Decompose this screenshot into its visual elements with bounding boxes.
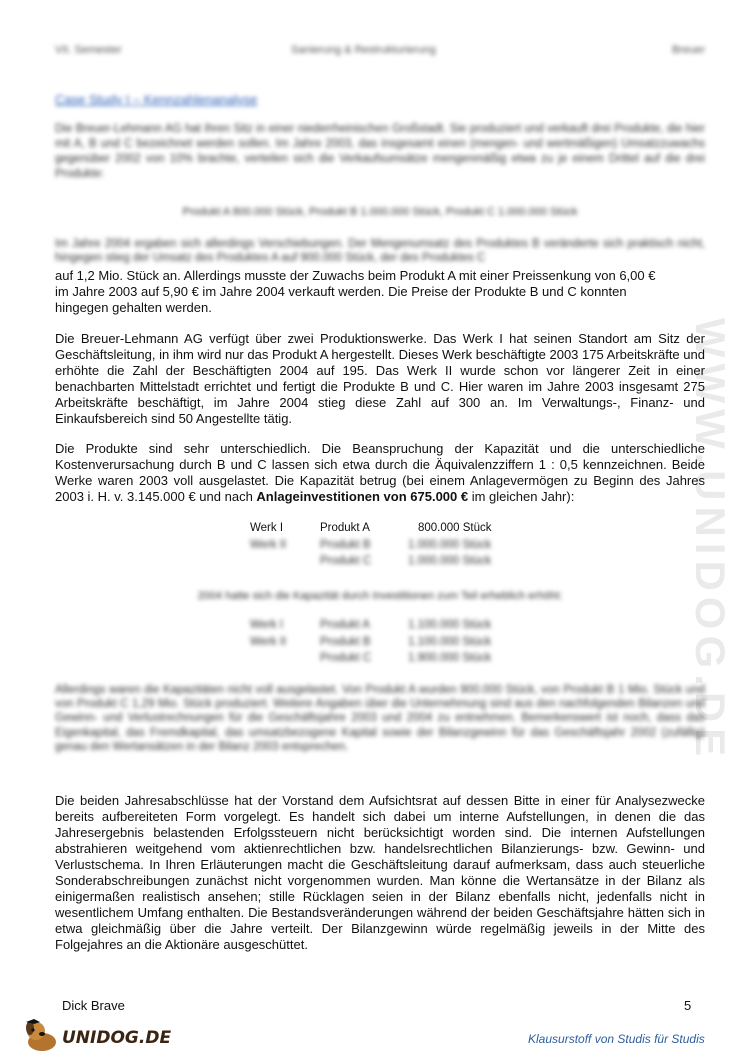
- p4-bold: Anlageinvestitionen von 675.000 €: [256, 489, 469, 504]
- page-header: [55, 44, 705, 60]
- header-semester: VII. Semester: [55, 44, 122, 56]
- header-author: Breuer: [671, 44, 705, 56]
- header-course: Sanierung & Restrukturierung: [291, 44, 436, 56]
- page-number: 5: [684, 998, 692, 1013]
- case-study-title[interactable]: Case Study I – Kennzahlenanalyse: [55, 92, 258, 107]
- p5-paragraph: Allerdings waren die Kapazitäten nicht voll ausgelastet. Von Produkt A wurden 900.000 Stück, von Produkt B 1 Mio. Stück und von Produkt C 1,29 Mio. Stück produziert. Weitere Angaben über die Unternehmung sind aus den nachfolgenden Bilanzen und Gewinn- und Verlustrechnungen für die Geschäftsjahre 2003 und 2004 zu entnehmen. Bemerkenswert ist noch, dass das Eigenkapital, das Fremdkapital, das umsatzbezogene Kapital sowie der Bilanzgewinn für das Geschäftsjahr 2002 (zufällig) genau den Wertansätzen in der Bilanz 2003 entsprechen.: [55, 684, 705, 753]
- p2-blurred: Im Jahre 2004 ergaben sich allerdings Verschiebungen. Der Mengenumsatz des Produktes B veränderte sich praktisch nicht, hingegen stieg der Umsatz des Produktes A auf 900.000 Stück, der des Produktes C: [55, 238, 705, 264]
- p2-clear-line-1: auf 1,2 Mio. Stück an. Allerdings musste der Zuwachs beim Produkt A mit einer Preissenkung von 6,00 €: [55, 268, 656, 283]
- intro-paragraph: Die Breuer-Lehmann AG hat ihren Sitz in einer niederrheinischen Großstadt. Sie produziert und verkauft drei Produkte, die hier mit A, B und C bezeichnet werden sollen. Im Jahre 2003, das insgesamt einen (mengen- und wertmäßigen) Umsatzzuwachs gegenüber 2002 von 10% brachte, verteilen sich die Verkaufsumsätze mengenmäßig etwa zu je einem Drittel auf die drei Produkte:: [55, 123, 705, 180]
- p2-clear-line-2: im Jahre 2003 auf 5,90 € im Jahre 2004 verkauft werden. Die Preise der Produkte B und C konnten: [55, 284, 627, 299]
- watermark: WWW.UNIDOG.DE: [687, 317, 734, 763]
- logo-text: UNIDOG.DE: [62, 1028, 172, 1048]
- p3-paragraph: Die Breuer-Lehmann AG verfügt über zwei Produktionswerke. Das Werk I hat seinen Standort am Sitz der Geschäftsleitung, in ihm wird nur das Produkt A hergestellt. Dieses Werk beschäftigte 2003 175 Arbeitskräfte und erhöhte die Zahl der Beschäftigten 2004 auf 195. Das Werk II wurde schon vor längerer Zeit in einer benachbarten Mittelstadt errichtet und fertigt die Produkte B und C. Hier waren im Jahre 2003 insgesamt 275 Arbeitskräfte beschäftigt, im Jahre 2004 stieg diese Zahl auf 300 an. Im Verwaltungs-, Finanz- und Einkaufsbereich sind 50 Angestellte tätig.: [55, 331, 705, 426]
- p2-clear-line-3: hingegen gehalten werden.: [55, 300, 212, 315]
- tagline: Klausurstoff von Studis für Studis: [528, 1032, 705, 1046]
- p4-paragraph: Die Produkte sind sehr unterschiedlich. Die Beanspruchung der Kapazität und die unterschiedliche Kostenverursachung durch B und C lassen sich etwa durch die Äquivalenzziffern 1 : 0,5 kennzeichnen. Beide Werke waren 2003 voll ausgelastet. Die Kapazität betrug (bei einem Anlagevermögen zu Beginn des Jahres 2003 i. H. v. 3.145.000 € und nach Anlageinvestitionen von 675.000 € im gleichen Jahr):: [55, 441, 705, 504]
- products-line: Produkt A 800.000 Stück, Produkt B 1.000.000 Stück, Produkt C 1.000.000 Stück: [182, 206, 578, 218]
- footer-author: Dick Brave: [62, 998, 125, 1013]
- capacity-note-2004: 2004 hatte sich die Kapazität durch Investitionen zum Teil erheblich erhöht:: [197, 590, 563, 602]
- p6-paragraph: Die beiden Jahresabschlüsse hat der Vorstand dem Aufsichtsrat auf dessen Bitte in einer für Analysezwecke bereits aufbereiteten Form vorgelegt. Es handelt sich dabei um interne Aufstellungen, in denen die das Jahresergebnis belastenden Erfolgssteuern nicht berücksichtigt worden sind. Die internen Aufstellungen abstrahieren weitgehend vom aktienrechtlichen bzw. handelsrechtlichen Bilanzierungs- bzw. Gewinn- und Verlustschema. In Ihren Erläuterungen macht die Geschäftsleitung darauf aufmerksam, dass auch steuerliche Sonderabschreibungen zunächst nicht vorgenommen wurden. Man könne die Wertansätze in der Bilanz als einigermaßen realistisch ansehen; stille Rücklagen seien in der Bilanz ebenfalls nicht, jedenfalls nicht in wesentlichem Umfang enthalten. Die Bestandsveränderungen während der beiden Geschäftsjahre hätten sich in etwa gleichmäßig über die Jahre verteilt. Der Bilanzgewinn würde regelmäßig jeweils in der Mitte des Folgejahres an die Aktionäre ausgeschüttet.: [55, 793, 705, 952]
- dog-icon: [22, 1018, 62, 1054]
- unidog-logo[interactable]: [22, 1018, 172, 1054]
